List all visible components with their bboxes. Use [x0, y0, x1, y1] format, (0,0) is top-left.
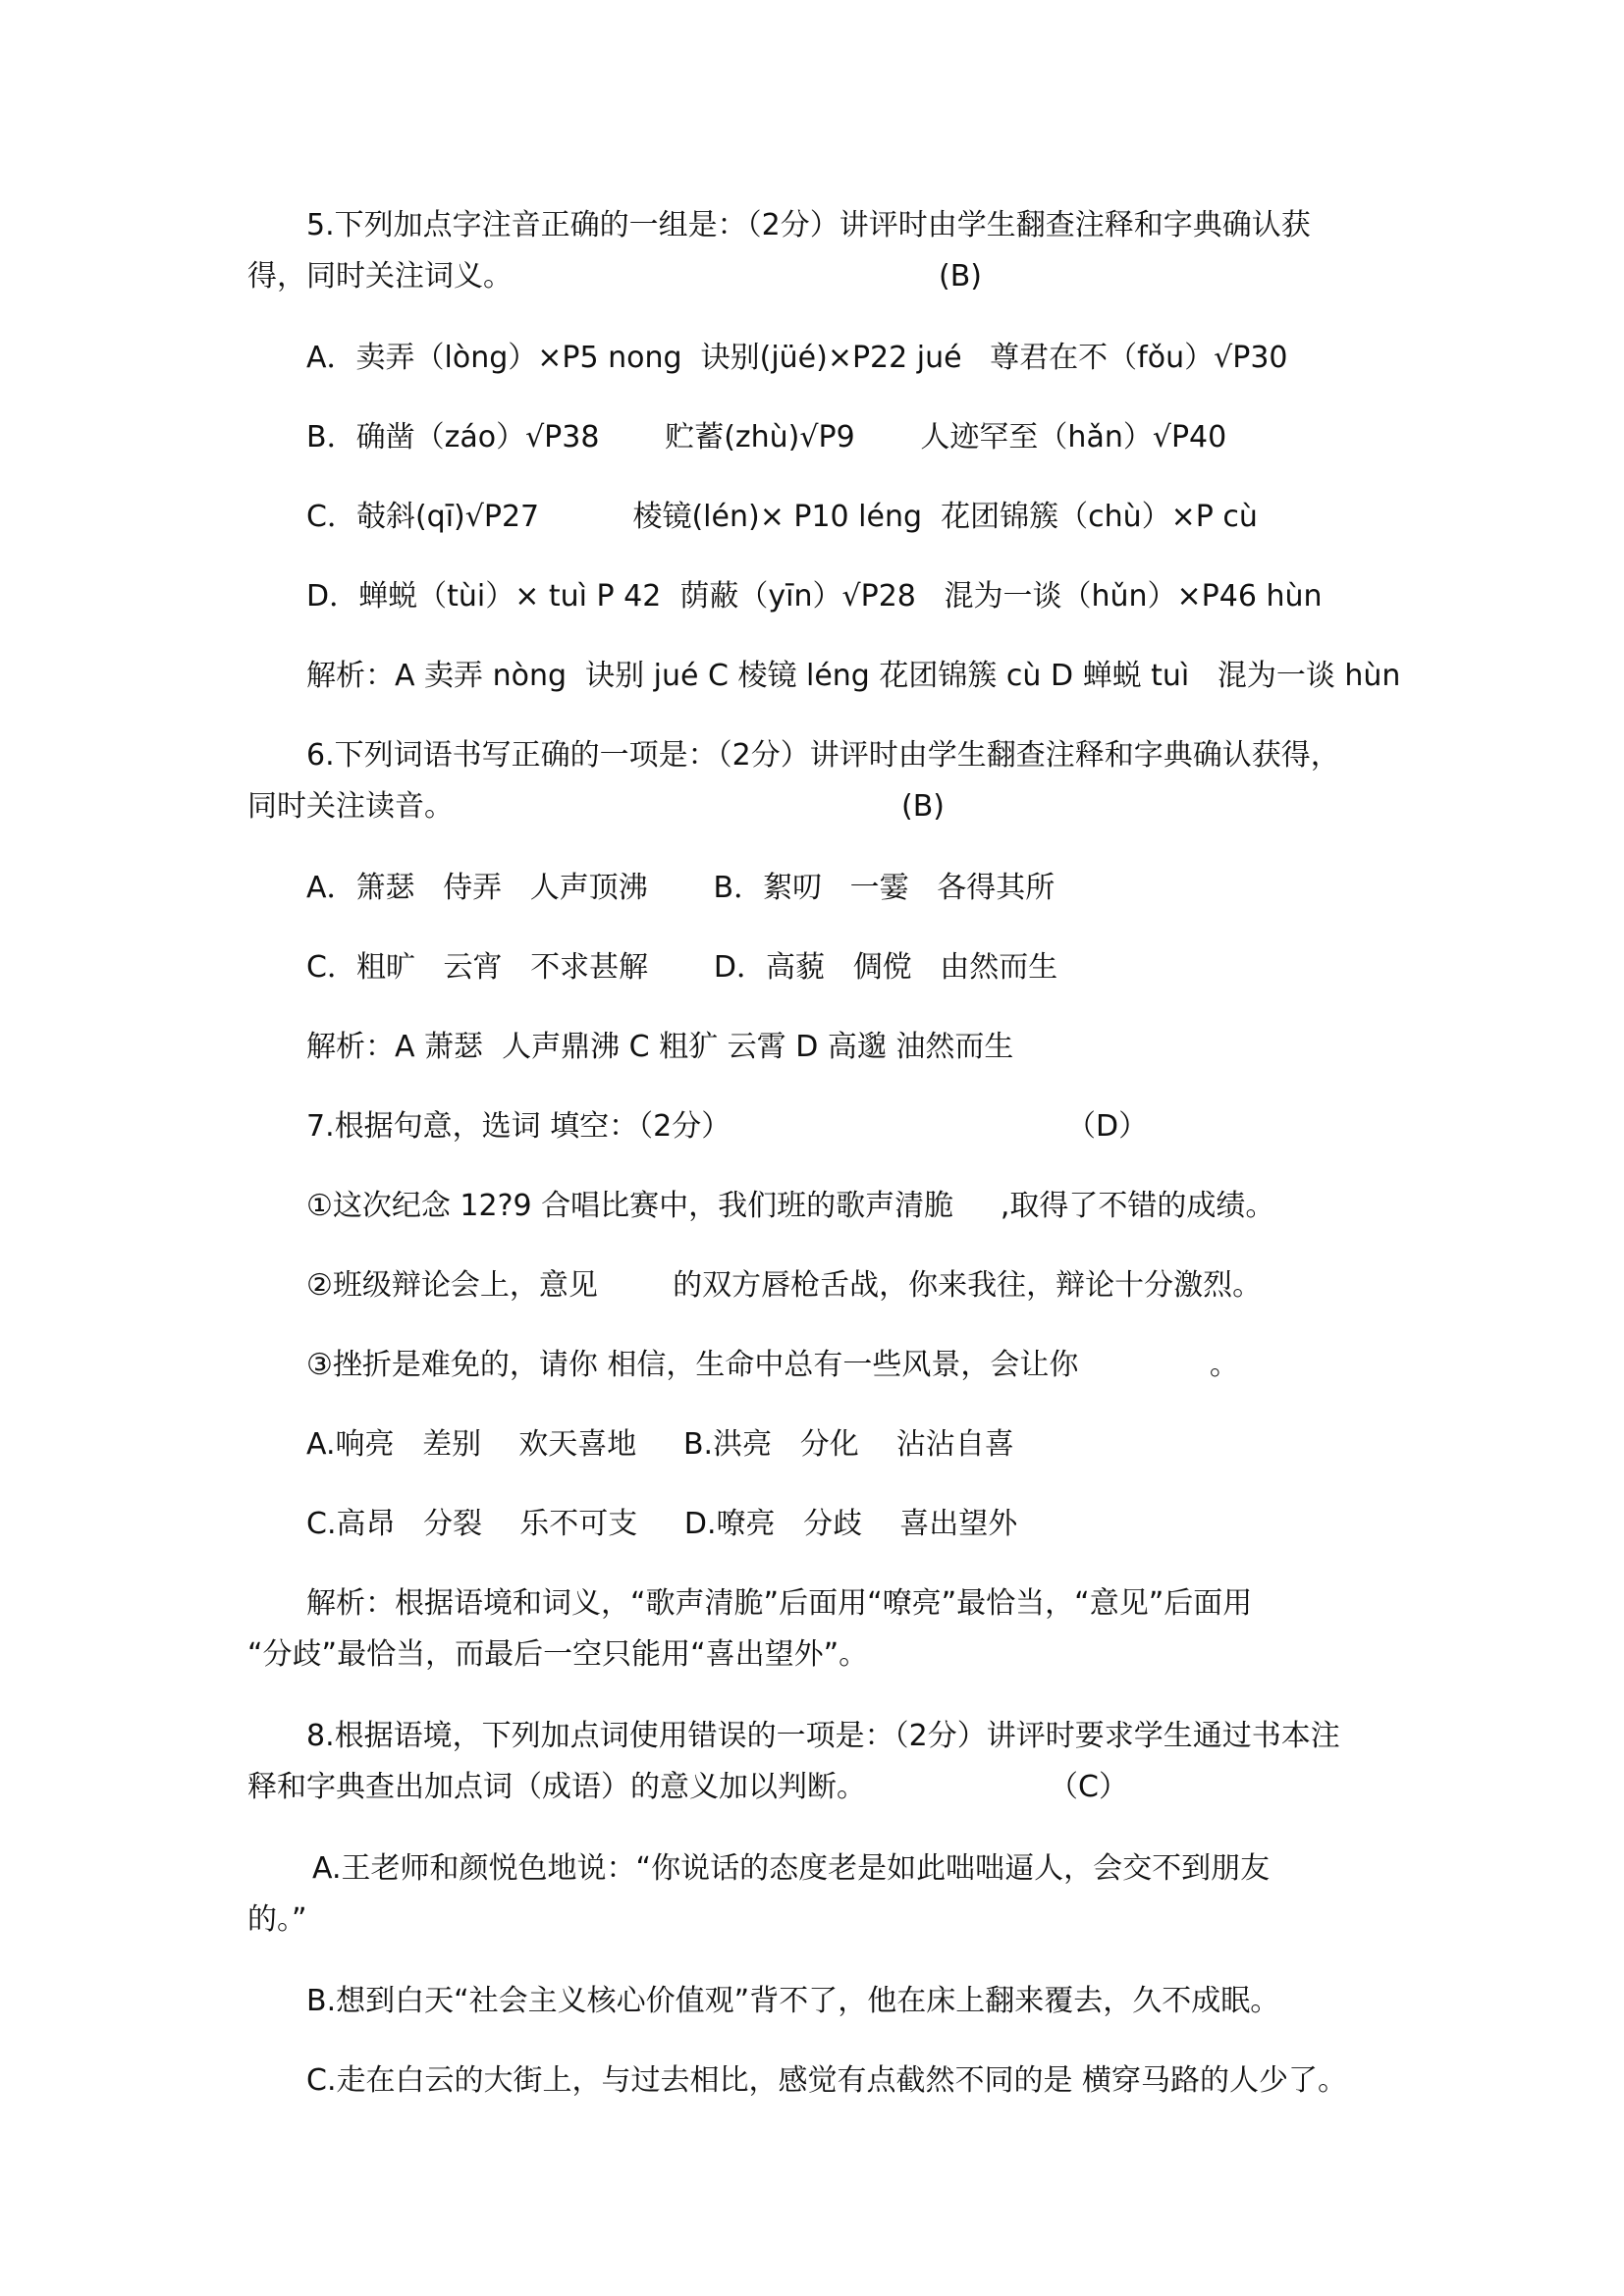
- q5-option-a: A．卖弄（lòng）×P5 nong 诀别(jüé)×P22 jué 尊君在不（fǒu）√P30: [306, 341, 1288, 375]
- q6-analysis: 解析：A 萧瑟 人声鼎沸 C 粗犷 云霄 D 高邈 油然而生: [306, 1030, 1014, 1064]
- q6-stem-line2: 同时关注读音。: [247, 789, 454, 824]
- q7-item-3: ③挫折是难免的，请你 相信，生命中总有一些风景，会让你 。: [306, 1348, 1239, 1382]
- q6-stem-line1: 6.下列词语书写正确的一项是：（2分）讲评时由学生翻查注释和字典确认获得，: [306, 738, 1340, 773]
- q8-answer: （C）: [1049, 1770, 1128, 1804]
- q8-option-a-line2: 的。”: [247, 1902, 307, 1937]
- q7-stem: 7.根据句意，选词 填空：（2分）: [306, 1109, 731, 1144]
- q5-stem-line2: 得，同时关注词义。: [247, 259, 513, 294]
- q5-option-b: B．确凿（záo）√P38 贮蓄(zhù)√P9 人迹罕至（hǎn）√P40: [306, 420, 1227, 454]
- q8-option-b: B.想到白天“社会主义核心价值观”背不了，他在床上翻来覆去，久不成眠。: [306, 1984, 1280, 2018]
- q8-option-c: C.走在白云的大街上，与过去相比，感觉有点截然不同的是 横穿马路的人少了。: [306, 2063, 1348, 2098]
- q5-answer: (B): [939, 259, 982, 294]
- q5-analysis: 解析：A 卖弄 nòng 诀别 jué C 棱镜 léng 花团锦簇 cù D 蝉蜕 tuì 混为一谈 hùn: [306, 659, 1401, 693]
- q5-option-c: C．攲斜(qī)√P27 棱镜(lén)× P10 léng 花团锦簇（chù）×P cù: [306, 500, 1258, 534]
- q7-option-cd: C.高昂 分裂 乐不可支 D.嘹亮 分歧 喜出望外: [306, 1507, 1018, 1541]
- q6-option-ab: A．箫瑟 侍弄 人声顶沸 B．絮叨 一霎 各得其所: [306, 871, 1056, 905]
- q7-option-ab: A.响亮 差别 欢天喜地 B.洪亮 分化 沾沾自喜: [306, 1427, 1014, 1462]
- q8-stem-line2: 释和字典查出加点词（成语）的意义加以判断。: [247, 1770, 866, 1804]
- q7-analysis-line2: “分歧”最恰当，而最后一空只能用“喜出望外”。: [247, 1637, 869, 1672]
- q8-stem-line1: 8.根据语境，下列加点词使用错误的一项是：（2分）讲评时要求学生通过书本注: [306, 1719, 1340, 1753]
- q6-option-cd: C．粗旷 云宵 不求甚解 D．高藐 倜傥 由然而生: [306, 950, 1058, 985]
- q7-item-1: ①这次纪念 12?9 合唱比赛中，我们班的歌声清脆 ,取得了不错的成绩。: [306, 1189, 1275, 1223]
- q7-answer: （D）: [1066, 1109, 1149, 1144]
- q8-option-a-line1: A.王老师和颜悦色地说：“你说话的态度老是如此咄咄逼人，会交不到朋友: [312, 1851, 1271, 1886]
- q6-answer: (B): [901, 789, 945, 824]
- q7-item-2: ②班级辩论会上，意见 的双方唇枪舌战，你来我往，辩论十分激烈。: [306, 1268, 1263, 1303]
- q5-stem-line1: 5.下列加点字注音正确的一组是：（2分）讲评时由学生翻查注释和字典确认获: [306, 208, 1311, 242]
- q7-analysis-line1: 解析：根据语境和词义，“歌声清脆”后面用“嘹亮”最恰当，“意见”后面用: [306, 1586, 1253, 1621]
- q5-option-d: D．蝉蜕（tùi）× tuì P 42 荫蔽（yīn）√P28 混为一谈（hǔn）×P46 hùn: [306, 579, 1323, 614]
